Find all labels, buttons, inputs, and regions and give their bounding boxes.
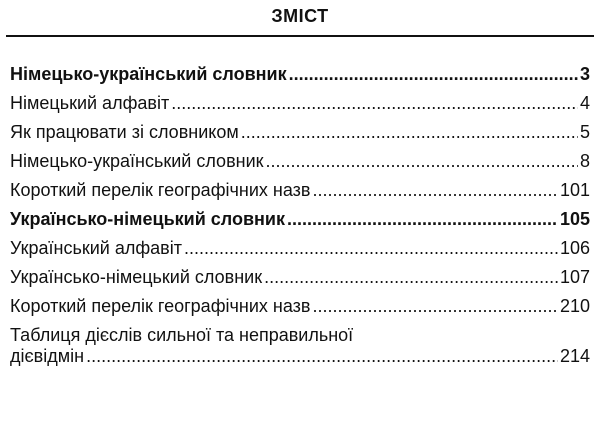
dot-leader — [184, 238, 558, 259]
toc-entry[interactable] — [10, 64, 590, 85]
toc-entry[interactable] — [10, 296, 590, 317]
toc-entry[interactable] — [10, 93, 590, 114]
dot-leader — [312, 180, 558, 201]
toc-entry-title: Німецький алфавіт — [10, 93, 170, 113]
page-title: ЗМІСТ — [271, 6, 329, 26]
toc-entry-title: Німецько-український словник — [10, 64, 287, 84]
toc-entry[interactable] — [10, 325, 590, 367]
toc-entry-title: Українсько-німецький словник — [10, 267, 263, 287]
toc-entry-title: Як працювати зі словником — [10, 122, 239, 142]
dot-leader — [287, 209, 558, 230]
toc-entry[interactable] — [10, 238, 590, 259]
toc-entry-title-continuation — [10, 346, 590, 367]
toc-entry-title: Короткий перелік географічних назв — [10, 180, 311, 200]
toc-entry-title: Німецько-український словник — [10, 151, 264, 171]
toc-entry-page: 210 — [559, 296, 590, 316]
dot-leader — [289, 64, 578, 85]
toc-entry-title: Таблиця дієслів сильної та неправильної — [10, 325, 354, 345]
title-divider — [6, 35, 594, 37]
dot-leader — [241, 122, 578, 143]
toc-entry[interactable] — [10, 122, 590, 143]
dot-leader — [86, 346, 558, 367]
toc-entry-page: 4 — [579, 93, 590, 113]
toc-entry-page: 214 — [559, 346, 590, 366]
toc-entry-page: 107 — [559, 267, 590, 287]
toc-entry-page: 3 — [579, 64, 590, 84]
toc-entry-page: 101 — [559, 180, 590, 200]
toc-entry-title: Короткий перелік географічних назв — [10, 296, 311, 316]
toc-entry-title-line2: дієвідмін — [10, 346, 85, 366]
toc-entry-page: 106 — [559, 238, 590, 258]
toc-entry-page: 105 — [559, 209, 590, 229]
dot-leader — [312, 296, 558, 317]
dot-leader — [171, 93, 578, 114]
toc-entry-page: 8 — [579, 151, 590, 171]
toc-entry-page: 5 — [579, 122, 590, 142]
toc-entry[interactable] — [10, 267, 590, 288]
dot-leader — [266, 151, 578, 172]
toc-entry[interactable] — [10, 209, 590, 230]
toc-entry-title: Український алфавіт — [10, 238, 182, 258]
toc-entry[interactable] — [10, 180, 590, 201]
dot-leader — [264, 267, 558, 288]
toc-entry[interactable] — [10, 151, 590, 172]
toc-list — [10, 64, 590, 367]
toc-entry-title: Українсько-німецький словник — [10, 209, 285, 229]
